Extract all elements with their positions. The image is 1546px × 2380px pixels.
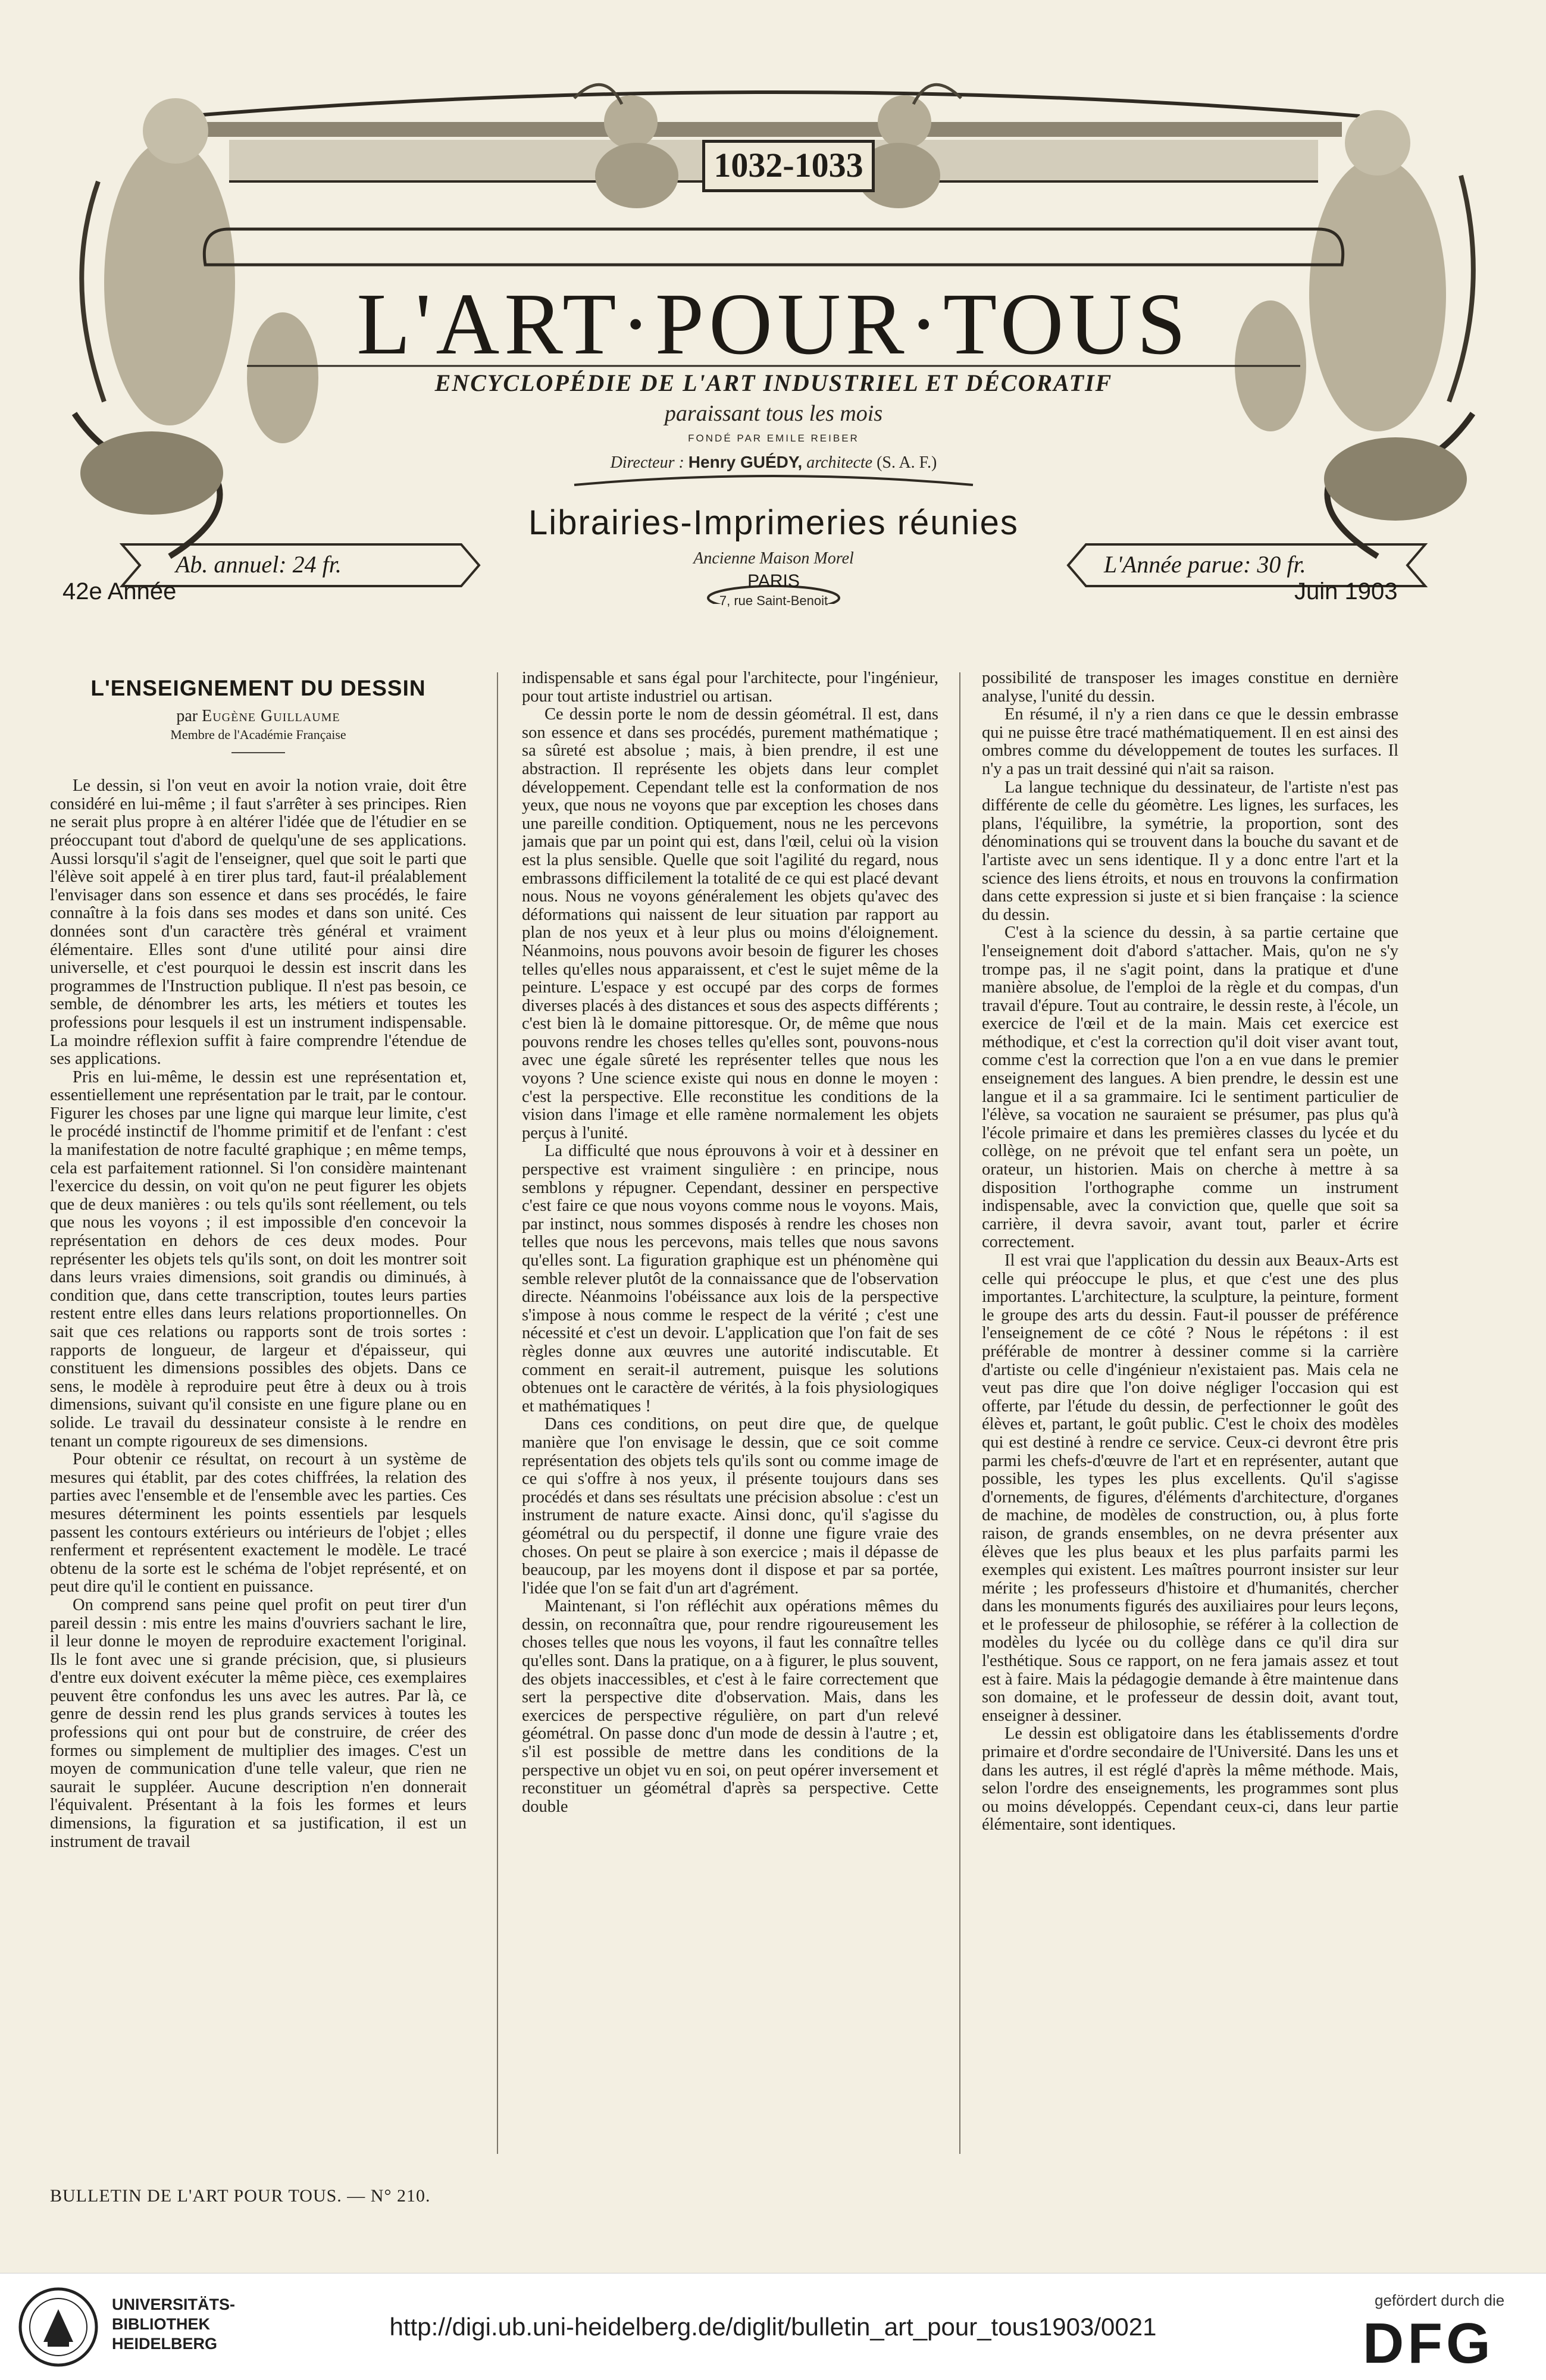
paragraph: C'est à la science du dessin, à sa partie certaine que l'enseignement doit d'abord s'attacher. Mais, qu'on ne s'y trompe pas, il ne s'agit point, dans la pratique et d'une manière absolue, de l'emploi de la règle et du compas, d'un travail d'épure. Tout au contraire, le dessin reste, à l'école, un exercice de l'œil et de la main. Mais cet exercice est méthodique, et c'est la correction qu'il doit viser avant tout, comme c'est la correction que l'on a en vue dans le premier enseignement des langues. A bien prendre, le dessin est une langue et il a sa grammaire. Ici le sentiment particulier de l'élève, sa vocation ne sauraient se présumer, pas plus qu'à l'école primaire et dans les premières classes du lycée et du collège, on ne prévoit que tel enfant sera un poète, un orateur, un historien. Mais on cherche à mettre à sa disposition l'orthographe comme un instrument indispensable, avec la conviction que, quelle que soit sa carrière, il devra savoir, avant tout, parler et écrire correctement. [982,923,1398,1252]
director-prefix: Directeur : [610,453,684,472]
dfg-logo: DFG [1363,2312,1494,2375]
director-name: Henry GUÉDY, [688,453,803,471]
paragraph: On comprend sans peine quel profit on peut tirer d'un pareil dessin : mis entre les mains d'ouvriers sachant le lire, il leur donne le moyen de reproduire exactement l'original. Ils le font avec une si grande précision, que, si plusieurs d'entre eux doivent exécuter la même pièce, ces exemplaires peuvent être confondus les uns avec les autres. Par là, ce genre de dessin rend les plus grands services à toutes les professions qui ont pour but de construire, de créer des formes ou simplement de multiplier des images. C'est un moyen de communication d'une telle valeur, que rien ne saurait le suppléer. Aucune description n'en donnerait l'équivalent. Présentant à la fois les formes et leurs dimensions, la figuration et sa justification, il est un instrument de travail [50,1595,467,1851]
paragraph: indispensable et sans égal pour l'architecte, pour l'ingénieur, pour tout artiste industriel ou artisan. [522,669,938,706]
city: PARIS [747,571,800,591]
director-line [51,453,1497,472]
uni-line: UNIVERSITÄTS- [112,2296,236,2313]
issue-number: 1032-1033 [702,140,875,192]
paragraph: Le dessin, si l'on veut en avoir la notion vraie, doit être considéré en lui-même ; il faut s'arrêter à ses principes. Rien ne serait plus propre à en altérer l'idée que de l'étudier en se préoccupant tout d'abord de quelqu'une de ses applications. Aussi lorsqu'il s'agit de l'enseigner, quel que soit le parti que l'élève soit appelé à en tirer plus tard, faut-il préalablement l'envisager dans son essence et dans ses procédés, le faire connaître à la fois dans ses modes et dans son unité. Ces données sont d'un caractère très général et vraiment élémentaire. Elles sont d'une utilité pour ainsi dire universelle, et c'est pourquoi le dessin est inscrit dans les programmes de l'Instruction publique. Il n'est pas besoin, ce semble, de dénombrer les arts, les métiers et toutes les professions pour lesquels il est un instrument indispensable. La moindre réflexion suffit à faire comprendre l'étendue de ses applications. [50,776,467,1069]
journal-title: L'ART·POUR·TOUS [356,275,1191,373]
journal-subtitle: ENCYCLOPÉDIE DE L'ART INDUSTRIEL ET DÉCORATIF [434,369,1113,396]
paragraph: Pris en lui-même, le dessin est une représentation et, essentiellement une représentation par le trait, par le contour. Figurer les choses par une ligne qui marque leur limite, c'est le procédé instinctif de l'homme primitif et de l'enfant : c'est la manifestation de notre faculté graphique ; en même temps, cela est parfaitement rationnel. Si l'on considère maintenant l'exercice du dessin, on voit qu'on ne peut figurer les objets que de deux manières : ou tels qu'ils sont réellement, ou tels que nous les voyons ; il est impossible d'en concevoir la représentation en dehors de ces deux modes. Pour représenter les objets tels qu'ils sont, on doit les montrer soit dans leurs vraies dimensions, soit grandis ou diminués, à condition que, dans cette transcription, toutes leurs parties restent entre elles dans leurs relations proportionnelles. On sait que ces relations ou rapports sont de trois sortes : rapports de longueur, de largeur et d'épaisseur, qui constituent les dimensions possibles des objets. Dans ce sens, le modèle à reproduire peut être à deux ou à trois dimensions, suivant qu'il consiste en une figure plane ou en solide. Le travail du dessinateur consiste à le rendre en tenant un compte rigoureux de ses dimensions. [50,1067,467,1451]
paragraph: La difficulté que nous éprouvons à voir et à dessiner en perspective est vraiment singulière : en principe, nous semblons y répugner. Cependant, dessiner en perspective c'est faire ce que nous voyons comme nous le voyons. Mais, par instinct, nous sommes disposés à rendre les choses non telles que nous les percevons, mais telles que nous savons qu'elles sont. La figuration graphique est un phénomène qui semble relever plutôt de la connaissance que de l'observation directe. Néanmoins l'obéissance aux lois de la perspective s'impose à nous comme le respect de la vérité ; c'est une nécessité et c'est un devoir. L'application que l'on fait de ses règles donne aux œuvres une autorité indiscutable. Et comment en serait-il autrement, puisque les solutions obtenues ont le caractère de vérités, à la fois physiologiques et mathématiques ! [522,1142,938,1416]
issue-date: Juin 1903 [1294,578,1398,605]
funded-by-label: gefördert durch die [1375,2291,1505,2309]
column-divider [497,672,498,2154]
publication-frequency: paraissant tous les mois [664,401,883,426]
masthead [51,33,1497,608]
article-title: L'ENSEIGNEMENT DU DESSIN [90,676,426,700]
text-column-3 [982,669,1398,2163]
byline-prefix: par [176,707,198,725]
uni-line: HEIDELBERG [112,2335,218,2353]
paragraph: possibilité de transposer les images constitue en dernière analyse, l'unité du dessin. [982,669,1398,706]
bulletin-footer: BULLETIN DE L'ART POUR TOUS. — N° 210. [50,2186,431,2206]
paragraph: Il est vrai que l'application du dessin aux Beaux-Arts est celle qui préoccupe le plus, et que c'est une des plus importantes. L'architecture, la sculpture, la peinture, forment le groupe des arts du dessin. Faut-il pousser de préférence l'enseignement de ce côté ? Nous le répétons : il est préférable de montrer à dessiner comme si la carrière d'artiste ou celle d'ingénieur n'existaient pas. Mais cela ne veut pas dire que l'on doive négliger l'occasion qui est offerte, par l'étude du dessin, de perfectionner le goût des élèves et, partant, le goût public. C'est le choix des modèles qui est destiné à rendre ce service. Ceux-ci devront être pris parmi les chefs-d'œuvre de l'art et en représenter, autant que possible, les types les plus excellents. Qu'il s'agisse d'ornements, de figures, d'éléments d'architecture, d'organes de machine, de modèles de construction, ou, à plus forte raison, de grands ensembles, on ne devra présenter aux élèves que les plus beaux et les plus parfaits parmi les exemples qui existent. Les maîtres pourront insister sur leur mérite ; les professeurs d'histoire et d'humanités, chercher dans les monuments figurés des auxiliaires pour leurs leçons, et le professeur de philosophie, se référer à la collection de modèles du lycée ou du collège dans ce qu'il dira sur l'esthétique. Sous ce rapport, on ne fera jamais assez et tout est à faire. Mais la pédagogie demande à être maintenue dans son domaine, et le professeur de dessin doit, avant tout, enseigner à dessiner. [982,1251,1398,1725]
paragraph: La langue technique du dessinateur, de l'artiste n'est pas différente de celle du géomètre. Les lignes, les surfaces, les plans, l'équilibre, la symétrie, la proportion, sont des dénominations qui se trouvent dans la bouche du savant et de l'artiste avec un sens identique. Il y a donc entre l'art et la science des liens étroits, et nous en trouvons la confirmation dans cette expression si juste et si bien française : la science du dessin. [982,778,1398,924]
founder-line: FONDÉ PAR EMILE REIBER [688,433,859,444]
library-bar [0,2273,1546,2380]
author-name: Eugène Guillaume [202,707,340,725]
paragraph: Le dessin est obligatoire dans les établissements d'ordre primaire et d'ordre secondaire de l'Université. Dans les uns et dans les autres, il est réglé d'après la même méthode. Mais, selon l'ordre des enseignements, les programmes sont plus ou moins développés. Cependant ceux-ci, dans leur partie élémentaire, sont identiques. [982,1724,1398,1834]
former-house: Ancienne Maison Morel [693,549,854,568]
document-url[interactable]: http://digi.ub.uni-heidelberg.de/diglit/bulletin_art_pour_tous1903/0021 [389,2313,1157,2341]
paragraph: Dans ces conditions, on peut dire que, de quelque manière que l'on envisage le dessin, que ce soit comme représentation des objets tels qu'ils sont ou comme image de ce qui s'offre à nos yeux, il présente toujours dans ses procédés et dans ses résultats une précision absolue : c'est un instrument de nature exacte. Ainsi donc, qu'il s'agisse du géométral ou du perspectif, il donne une figure vraie des choses. On peut se plaire à son exercice ; mais il dépasse de beaucoup, par les moyens dont il dispose et par sa portée, l'idée que l'on se fait d'un art d'agrément. [522,1415,938,1598]
paragraph: Maintenant, si l'on réfléchit aux opérations mêmes du dessin, on reconnaîtra que, pour rendre rigoureusement les choses telles que nous les voyons, il faut les connaître telles qu'elles sont. Dans la pratique, on a à figurer, le plus souvent, des objets inaccessibles, et c'est à le faire correctement que sert la perspective dite d'observation. Mais, dans les exercices de perspective régulière, on part d'un relevé géométral. On passe donc d'un mode de dessin à l'autre ; et, s'il est possible de mettre dans les conditions de la perspective un objet vu en soi, on peut opérer inversement et reconstituer un géométral d'après sa perspective. Cette double [522,1597,938,1816]
paragraph: En résumé, il n'y a rien dans ce que le dessin embrasse qui ne puisse être tracé mathématiquement. Il en est ainsi des ombres comme du développement de toutes les surfaces. Il n'y a pas un trait dessiné qui n'ait sa raison. [982,705,1398,778]
byline [50,707,467,726]
past-year-price: L'Année parue: 30 fr. [1104,551,1306,578]
volume-year: 42e Année [62,578,177,605]
publisher: Librairies-Imprimeries réunies [528,503,1019,542]
director-title: architecte [806,453,873,472]
column-divider [959,672,960,2154]
street-address: 7, rue Saint-Benoit [719,593,828,608]
paragraph: Ce dessin porte le nom de dessin géométral. Il est, dans son essence et dans ses procédés, purement mathématique ; sa sûreté est absolue ; mais, à bien prendre, il est une abstraction. Il représente les objets dans leur complet développement. Cependant telle est la conformation de nos yeux, que nous ne voyons que par exception les choses dans une pareille condition. Optiquement, nous ne les percevons jamais que par un point qui est, dans l'œil, celui où la vision est la plus sensible. Quelle que soit l'agilité du regard, nous embrassons difficilement la totalité de ce qui est placé devant nous. Nous ne voyons généralement les objets qu'avec des déformations qui naissent de leur situation par rapport au plan de nos yeux et à leur plus ou moins d'éloignement. Néanmoins, nous pouvons avoir besoin de figurer les choses telles qu'elles nous apparaissent, et c'est le sujet même de la peinture. L'espace y est occupé par des corps de formes diverses placés à des distances et sous des aspects différents ; c'est bien là le domaine pittoresque. Or, de même que nous pouvons rendre les choses telles qu'elles sont, pouvons-nous avec une égale sûreté les représenter telles que nous les voyons ? Une science existe qui nous en donne le moyen : c'est la perspective. Elle reconstitue les conditions de la vision dans l'image et elle ramène normalement les objets perçus à l'unité. [522,705,938,1142]
author-affiliation: Membre de l'Académie Française [170,726,346,742]
title-divider [231,752,285,753]
text-column-1 [50,675,467,2157]
paragraph: Pour obtenir ce résultat, on recourt à un système de mesures qui établit, par des cotes chiffrées, la relation des parties avec l'ensemble et de l'ensemble avec les parties. Ces mesures déterminent les points essentiels par lesquels passent les contours extérieurs ou intérieurs de l'objet ; elles renferment et représentent exactement le modèle. Le tracé obtenu de la sorte est le schéma de l'objet représenté, et on peut dire qu'il le contient en puissance. [50,1450,467,1596]
text-column-2 [522,669,938,2163]
director-suffix: (S. A. F.) [877,453,937,472]
annual-subscription: Ab. annuel: 24 fr. [176,551,342,578]
uni-line: BIBLIOTHEK [112,2315,210,2333]
